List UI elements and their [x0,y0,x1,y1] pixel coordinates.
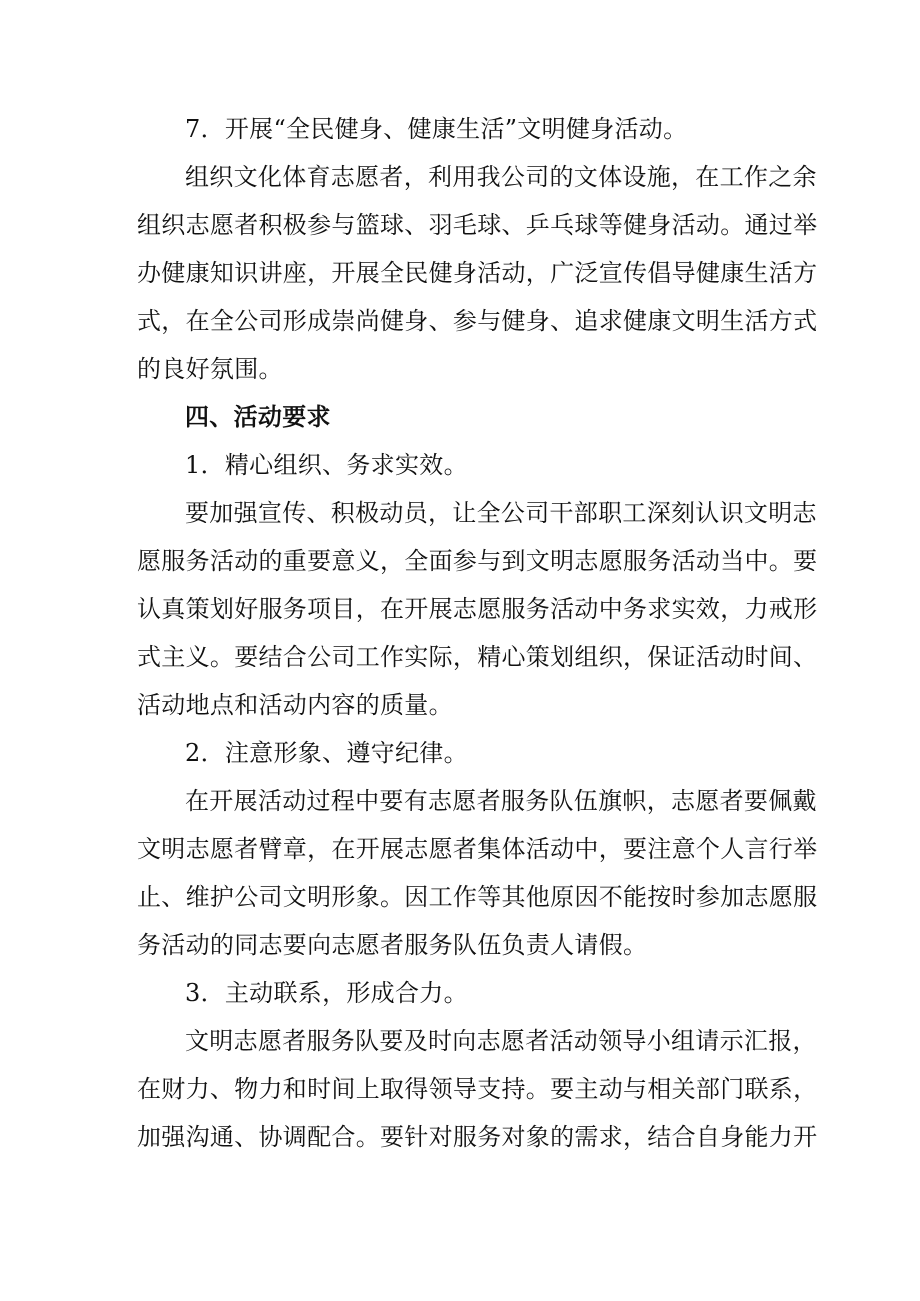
requirement-3-title: 3．主动联系，形成合力。 [185,979,468,1007]
requirement-2-body-line: 止、维护公司文明形象。因工作等其他原因不能按时参加志愿服 [137,883,818,911]
requirement-2-title: 2．注意形象、遵守纪律。 [185,739,468,767]
requirement-1-body-line: 活动地点和活动内容的质量。 [137,691,453,719]
section-7-body-line: 的良好氛围。 [137,355,283,383]
section-7-body-line: 组织志愿者积极参与篮球、羽毛球、乒乓球等健身活动。通过举 [137,211,818,239]
section-7-body-line: 式，在全公司形成崇尚健身、参与健身、追求健康文明生活方式 [137,307,818,335]
requirement-1-body-line: 式主义。要结合公司工作实际，精心策划组织，保证活动时间、 [137,643,818,671]
requirement-2-body-line: 文明志愿者臂章，在开展志愿者集体活动中，要注意个人言行举 [137,835,818,863]
section-7-body-line: 组织文化体育志愿者，利用我公司的文体设施，在工作之余 [185,163,817,191]
requirement-3-body-line: 文明志愿者服务队要及时向志愿者活动领导小组请示汇报， [185,1027,817,1055]
requirement-1-body-line: 认真策划好服务项目，在开展志愿服务活动中务求实效，力戒形 [137,595,818,623]
requirement-1-body-line: 愿服务活动的重要意义，全面参与到文明志愿服务活动当中。要 [137,547,818,575]
requirement-1-body-line: 要加强宣传、积极动员，让全公司干部职工深刻认识文明志 [185,499,817,527]
part-4-heading: 四、活动要求 [185,402,331,431]
document-body [137,105,818,1161]
requirement-1-title: 1．精心组织、务求实效。 [185,451,468,479]
section-7-body-line: 办健康知识讲座，开展全民健身活动，广泛宣传倡导健康生活方 [137,259,818,287]
requirement-2-body-line: 在开展活动过程中要有志愿者服务队伍旗帜，志愿者要佩戴 [185,787,817,815]
requirement-3-body-line: 加强沟通、协调配合。要针对服务对象的需求，结合自身能力开 [137,1123,818,1151]
requirement-3-body-line: 在财力、物力和时间上取得领导支持。要主动与相关部门联系， [137,1075,818,1103]
requirement-2-body-line: 务活动的同志要向志愿者服务队伍负责人请假。 [137,931,648,959]
section-7-title: 7．开展“全民健身、健康生活”文明健身活动。 [185,115,688,143]
